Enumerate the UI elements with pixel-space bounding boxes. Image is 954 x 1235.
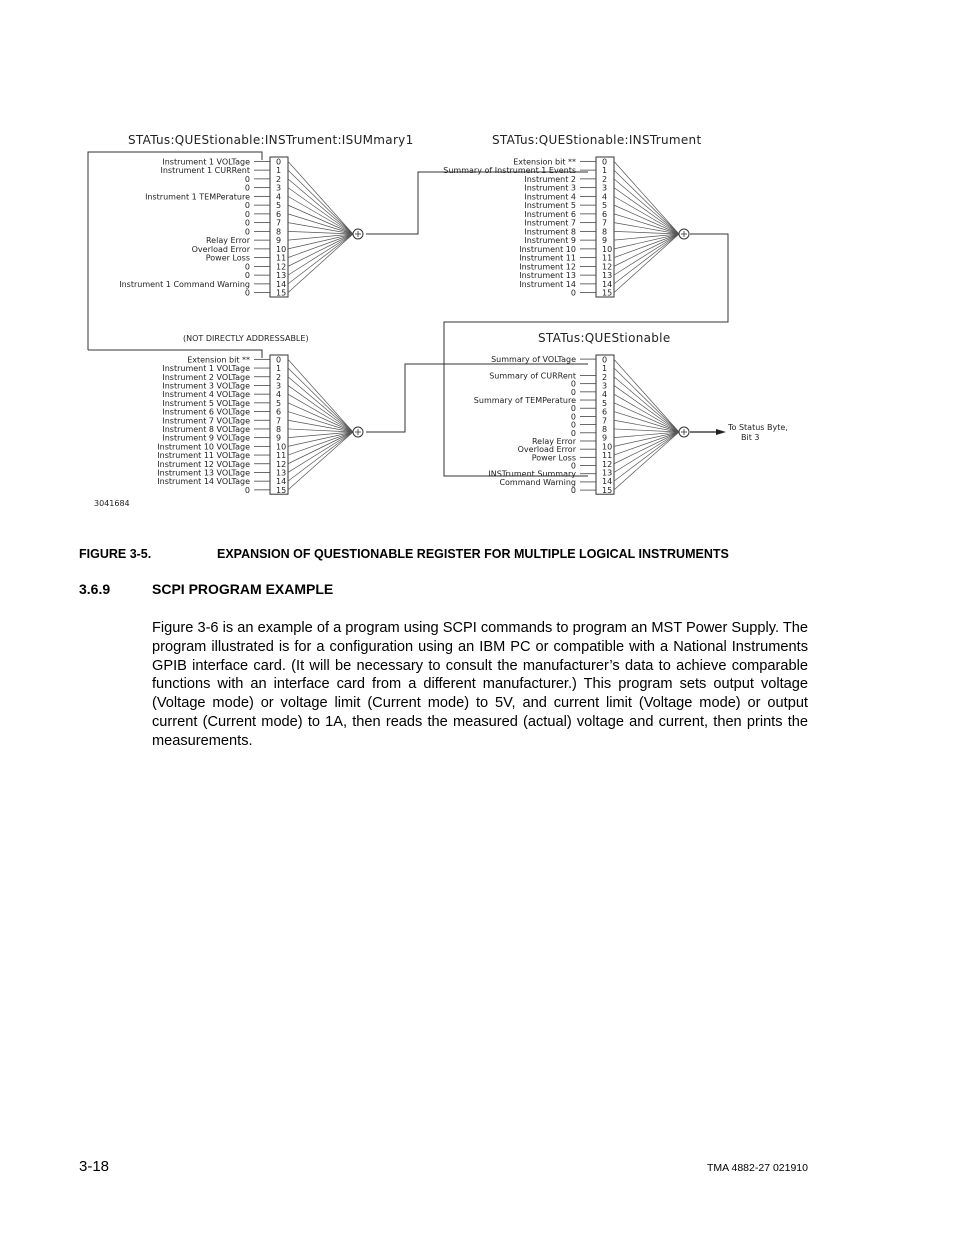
bit-number: 15 bbox=[276, 485, 287, 495]
bit-number: 12 bbox=[276, 459, 287, 469]
body-paragraph: Figure 3-6 is an example of a program using SCPI commands to program an MST Power Supply. The program illustrated is for a configuration using an IBM PC or compatible with a National Instruments GPIB interface card. (It will be necessary to consult the manufacturer’s data to achieve comparable functions with an interface card from a different manufacturer.) This program sets output voltage (Voltage mode) or voltage limit (Current mode) to 5V, and current limit (Voltage mode) or output current (Current mode) to 1A, then reads the measured (actual) voltage and current, then prints the measurements. bbox=[152, 620, 808, 749]
bit-number: 3 bbox=[276, 381, 282, 391]
bit-summary-line bbox=[288, 377, 353, 432]
register-title: STATus:QUEStionable:INSTrument bbox=[492, 133, 702, 147]
bit-summary-line bbox=[614, 234, 679, 293]
bit-summary-line bbox=[288, 432, 353, 490]
bit-label: 0 bbox=[244, 271, 250, 281]
bit-label: 0 bbox=[244, 485, 250, 495]
bit-label: Instrument 8 bbox=[524, 227, 576, 237]
not-addressable-note: (NOT DIRECTLY ADDRESSABLE) bbox=[183, 334, 309, 343]
bit-number: 1 bbox=[602, 364, 608, 374]
bit-label: Instrument 9 bbox=[524, 236, 576, 246]
bit-number: 0 bbox=[602, 157, 608, 167]
bit-summary-line bbox=[288, 432, 353, 472]
bit-label: Summary of TEMPerature bbox=[473, 396, 576, 406]
bit-label: Power Loss bbox=[205, 253, 250, 263]
bit-summary-line bbox=[288, 179, 353, 234]
bit-label: Instrument 1 Command Warning bbox=[119, 279, 250, 289]
bit-label: Extension bit ** bbox=[187, 355, 250, 365]
bit-number: 7 bbox=[602, 416, 608, 426]
bit-summary-line bbox=[614, 234, 679, 275]
bit-label: 0 bbox=[570, 461, 576, 471]
bit-number: 10 bbox=[276, 442, 287, 452]
bit-label: Instrument 3 bbox=[524, 183, 576, 193]
bit-label: 0 bbox=[570, 379, 576, 389]
bit-summary-line bbox=[614, 231, 679, 234]
bit-number: 8 bbox=[602, 227, 608, 237]
bit-number: 7 bbox=[276, 218, 282, 228]
bit-number: 3 bbox=[602, 381, 608, 391]
bit-number: 11 bbox=[276, 253, 287, 263]
bit-label: Summary of Instrument 1 Events bbox=[443, 166, 576, 176]
bit-number: 12 bbox=[602, 459, 613, 469]
page-number: 3-18 bbox=[79, 1158, 110, 1175]
bit-summary-line bbox=[288, 205, 353, 234]
bit-summary-line bbox=[288, 359, 353, 432]
bit-label: INSTrument Summary bbox=[488, 469, 576, 479]
bit-number: 6 bbox=[602, 407, 608, 417]
bit-summary-line bbox=[288, 432, 353, 455]
bit-label: Instrument 10 VOLTage bbox=[157, 442, 250, 452]
bit-label: 0 bbox=[244, 174, 250, 184]
bit-number: 15 bbox=[276, 288, 287, 298]
bit-label: Instrument 7 VOLTage bbox=[162, 416, 250, 426]
bit-number: 4 bbox=[276, 192, 282, 202]
bit-number: 10 bbox=[276, 244, 287, 254]
bit-number: 13 bbox=[276, 271, 287, 281]
bit-label: Instrument 7 bbox=[524, 218, 576, 228]
bit-number: 15 bbox=[602, 288, 613, 298]
bit-number: 9 bbox=[602, 236, 608, 246]
section-number: 3.6.9 bbox=[79, 581, 111, 597]
register-expansion-diagram bbox=[0, 0, 954, 530]
bit-label: Instrument 3 VOLTage bbox=[162, 381, 250, 391]
bit-summary-line bbox=[614, 205, 679, 234]
bit-label: 0 bbox=[244, 201, 250, 211]
bit-label: Instrument 5 VOLTage bbox=[162, 398, 250, 408]
bit-number: 5 bbox=[602, 398, 608, 408]
bit-label: Instrument 12 bbox=[519, 262, 576, 272]
bit-label: Instrument 13 VOLTage bbox=[157, 468, 250, 478]
section-title: SCPI PROGRAM EXAMPLE bbox=[152, 581, 334, 597]
bit-number: 11 bbox=[276, 451, 287, 461]
register-instrument bbox=[443, 133, 701, 298]
status-byte-arrow bbox=[690, 429, 726, 435]
output-note-line1: To Status Byte, bbox=[728, 423, 788, 432]
bit-number: 14 bbox=[276, 477, 287, 487]
bit-label: Instrument 1 VOLTage bbox=[162, 157, 250, 167]
bit-number: 15 bbox=[602, 485, 613, 495]
bit-label: 0 bbox=[244, 218, 250, 228]
bit-number: 3 bbox=[602, 183, 608, 193]
bit-label: Overload Error bbox=[191, 244, 250, 254]
bit-summary-line bbox=[288, 234, 353, 275]
bit-label: 0 bbox=[570, 486, 576, 496]
bit-summary-line bbox=[614, 432, 679, 472]
bit-label: 0 bbox=[244, 288, 250, 298]
figure-caption bbox=[79, 547, 729, 561]
bit-summary-line bbox=[288, 188, 353, 234]
bit-label: Instrument 13 bbox=[519, 271, 576, 281]
bit-number: 13 bbox=[276, 468, 287, 478]
bit-label: Instrument 1 TEMPerature bbox=[145, 192, 250, 202]
bit-label: 0 bbox=[570, 288, 576, 298]
bit-number: 13 bbox=[602, 271, 613, 281]
bit-number: 7 bbox=[276, 416, 282, 426]
bit-label: Instrument 11 bbox=[519, 253, 576, 263]
bit-number: 12 bbox=[276, 262, 287, 272]
bit-label: 0 bbox=[244, 227, 250, 237]
bit-number: 7 bbox=[602, 218, 608, 228]
section-heading bbox=[79, 581, 333, 597]
output-note-line2: Bit 3 bbox=[741, 433, 760, 442]
bit-number: 9 bbox=[276, 433, 282, 443]
bit-label: Instrument 10 bbox=[519, 244, 576, 254]
bit-number: 14 bbox=[276, 279, 287, 289]
bit-number: 0 bbox=[276, 355, 282, 365]
bit-number: 11 bbox=[602, 253, 613, 263]
bit-label: Instrument 4 bbox=[524, 192, 576, 202]
bit-summary-line bbox=[288, 385, 353, 432]
bit-label: Instrument 4 VOLTage bbox=[162, 390, 250, 400]
bit-number: 10 bbox=[602, 244, 613, 254]
bit-label: Instrument 14 bbox=[519, 279, 576, 289]
bit-label: Instrument 9 VOLTage bbox=[162, 433, 250, 443]
bit-label: Power Loss bbox=[531, 453, 576, 463]
bit-number: 10 bbox=[602, 442, 613, 452]
bit-label: Instrument 12 VOLTage bbox=[157, 459, 250, 469]
register-hidden bbox=[157, 355, 363, 495]
bit-number: 5 bbox=[276, 201, 282, 211]
register-title: STATus:QUEStionable:INSTrument:ISUMmary1 bbox=[128, 133, 414, 147]
bit-summary-line bbox=[614, 188, 679, 234]
bit-number: 6 bbox=[276, 209, 282, 219]
bit-label: Relay Error bbox=[205, 236, 250, 246]
bit-number: 1 bbox=[276, 364, 282, 374]
bit-summary-line bbox=[614, 403, 679, 432]
bit-number: 3 bbox=[276, 183, 282, 193]
bit-number: 9 bbox=[602, 433, 608, 443]
bit-number: 0 bbox=[602, 355, 608, 365]
bit-label: Extension bit ** bbox=[513, 157, 576, 167]
register-isummary bbox=[119, 133, 413, 298]
bit-label: Instrument 14 VOLTage bbox=[157, 477, 250, 487]
bit-label: Instrument 11 VOLTage bbox=[157, 451, 250, 461]
bit-summary-line bbox=[614, 234, 679, 258]
figure-title: EXPANSION OF QUESTIONABLE REGISTER FOR MULTIPLE LOGICAL INSTRUMENTS bbox=[217, 547, 729, 561]
bit-summary-line bbox=[614, 179, 679, 234]
bit-label: 0 bbox=[570, 387, 576, 397]
bit-number: 5 bbox=[276, 398, 282, 408]
bit-number: 12 bbox=[602, 262, 613, 272]
bit-label: 0 bbox=[244, 209, 250, 219]
bit-label: 0 bbox=[570, 428, 576, 438]
bit-number: 4 bbox=[602, 192, 608, 202]
bit-number: 6 bbox=[276, 407, 282, 417]
bit-label: Instrument 8 VOLTage bbox=[162, 424, 250, 434]
bit-label: Relay Error bbox=[531, 436, 576, 446]
bit-summary-line bbox=[614, 385, 679, 432]
bit-summary-line bbox=[614, 161, 679, 234]
bit-summary-line bbox=[288, 231, 353, 234]
bit-summary-line bbox=[288, 234, 353, 258]
bit-number: 1 bbox=[276, 166, 282, 176]
bit-number: 4 bbox=[276, 390, 282, 400]
bit-label: 0 bbox=[570, 420, 576, 430]
bit-number: 8 bbox=[602, 424, 608, 434]
bit-label: Instrument 1 VOLTage bbox=[162, 364, 250, 374]
bit-number: 8 bbox=[276, 424, 282, 434]
bit-summary-line bbox=[288, 403, 353, 432]
bit-number: 4 bbox=[602, 390, 608, 400]
bit-label: 0 bbox=[244, 262, 250, 272]
bit-number: 11 bbox=[602, 451, 613, 461]
bit-number: 0 bbox=[276, 157, 282, 167]
bit-label: 0 bbox=[570, 404, 576, 414]
bit-number: 5 bbox=[602, 201, 608, 211]
drawing-number: 3041684 bbox=[94, 499, 130, 508]
bit-label: Summary of VOLTage bbox=[491, 355, 576, 365]
bit-summary-line bbox=[614, 432, 679, 490]
bit-summary-line bbox=[614, 359, 679, 432]
bit-number: 6 bbox=[602, 209, 608, 219]
bit-number: 2 bbox=[276, 174, 282, 184]
document-id: TMA 4882-27 021910 bbox=[707, 1162, 808, 1174]
bit-summary-line bbox=[288, 161, 353, 234]
bit-number: 1 bbox=[602, 166, 608, 176]
bit-label: 0 bbox=[570, 412, 576, 422]
bit-label: Instrument 1 CURRent bbox=[160, 166, 250, 176]
register-questionable bbox=[474, 331, 689, 495]
bit-label: Instrument 2 VOLTage bbox=[162, 372, 250, 382]
bit-number: 2 bbox=[602, 174, 608, 184]
bit-number: 9 bbox=[276, 236, 282, 246]
figure-number: FIGURE 3-5. bbox=[79, 547, 152, 561]
bit-number: 2 bbox=[602, 372, 608, 382]
bit-summary-line bbox=[614, 377, 679, 432]
bit-summary-line bbox=[614, 432, 679, 455]
bit-number: 13 bbox=[602, 468, 613, 478]
bit-label: Instrument 6 VOLTage bbox=[162, 407, 250, 417]
bit-number: 8 bbox=[276, 227, 282, 237]
bit-number: 14 bbox=[602, 279, 613, 289]
register-title: STATus:QUEStionable bbox=[538, 331, 671, 345]
bit-label: Overload Error bbox=[517, 445, 576, 455]
bit-label: Command Warning bbox=[499, 477, 576, 487]
bit-label: Instrument 6 bbox=[524, 209, 576, 219]
bit-label: Summary of CURRent bbox=[489, 371, 576, 381]
bit-label: Instrument 5 bbox=[524, 201, 576, 211]
bit-number: 14 bbox=[602, 477, 613, 487]
bit-label: Instrument 2 bbox=[524, 174, 576, 184]
bit-summary-line bbox=[288, 234, 353, 293]
bit-number: 2 bbox=[276, 372, 282, 382]
bit-label: 0 bbox=[244, 183, 250, 193]
